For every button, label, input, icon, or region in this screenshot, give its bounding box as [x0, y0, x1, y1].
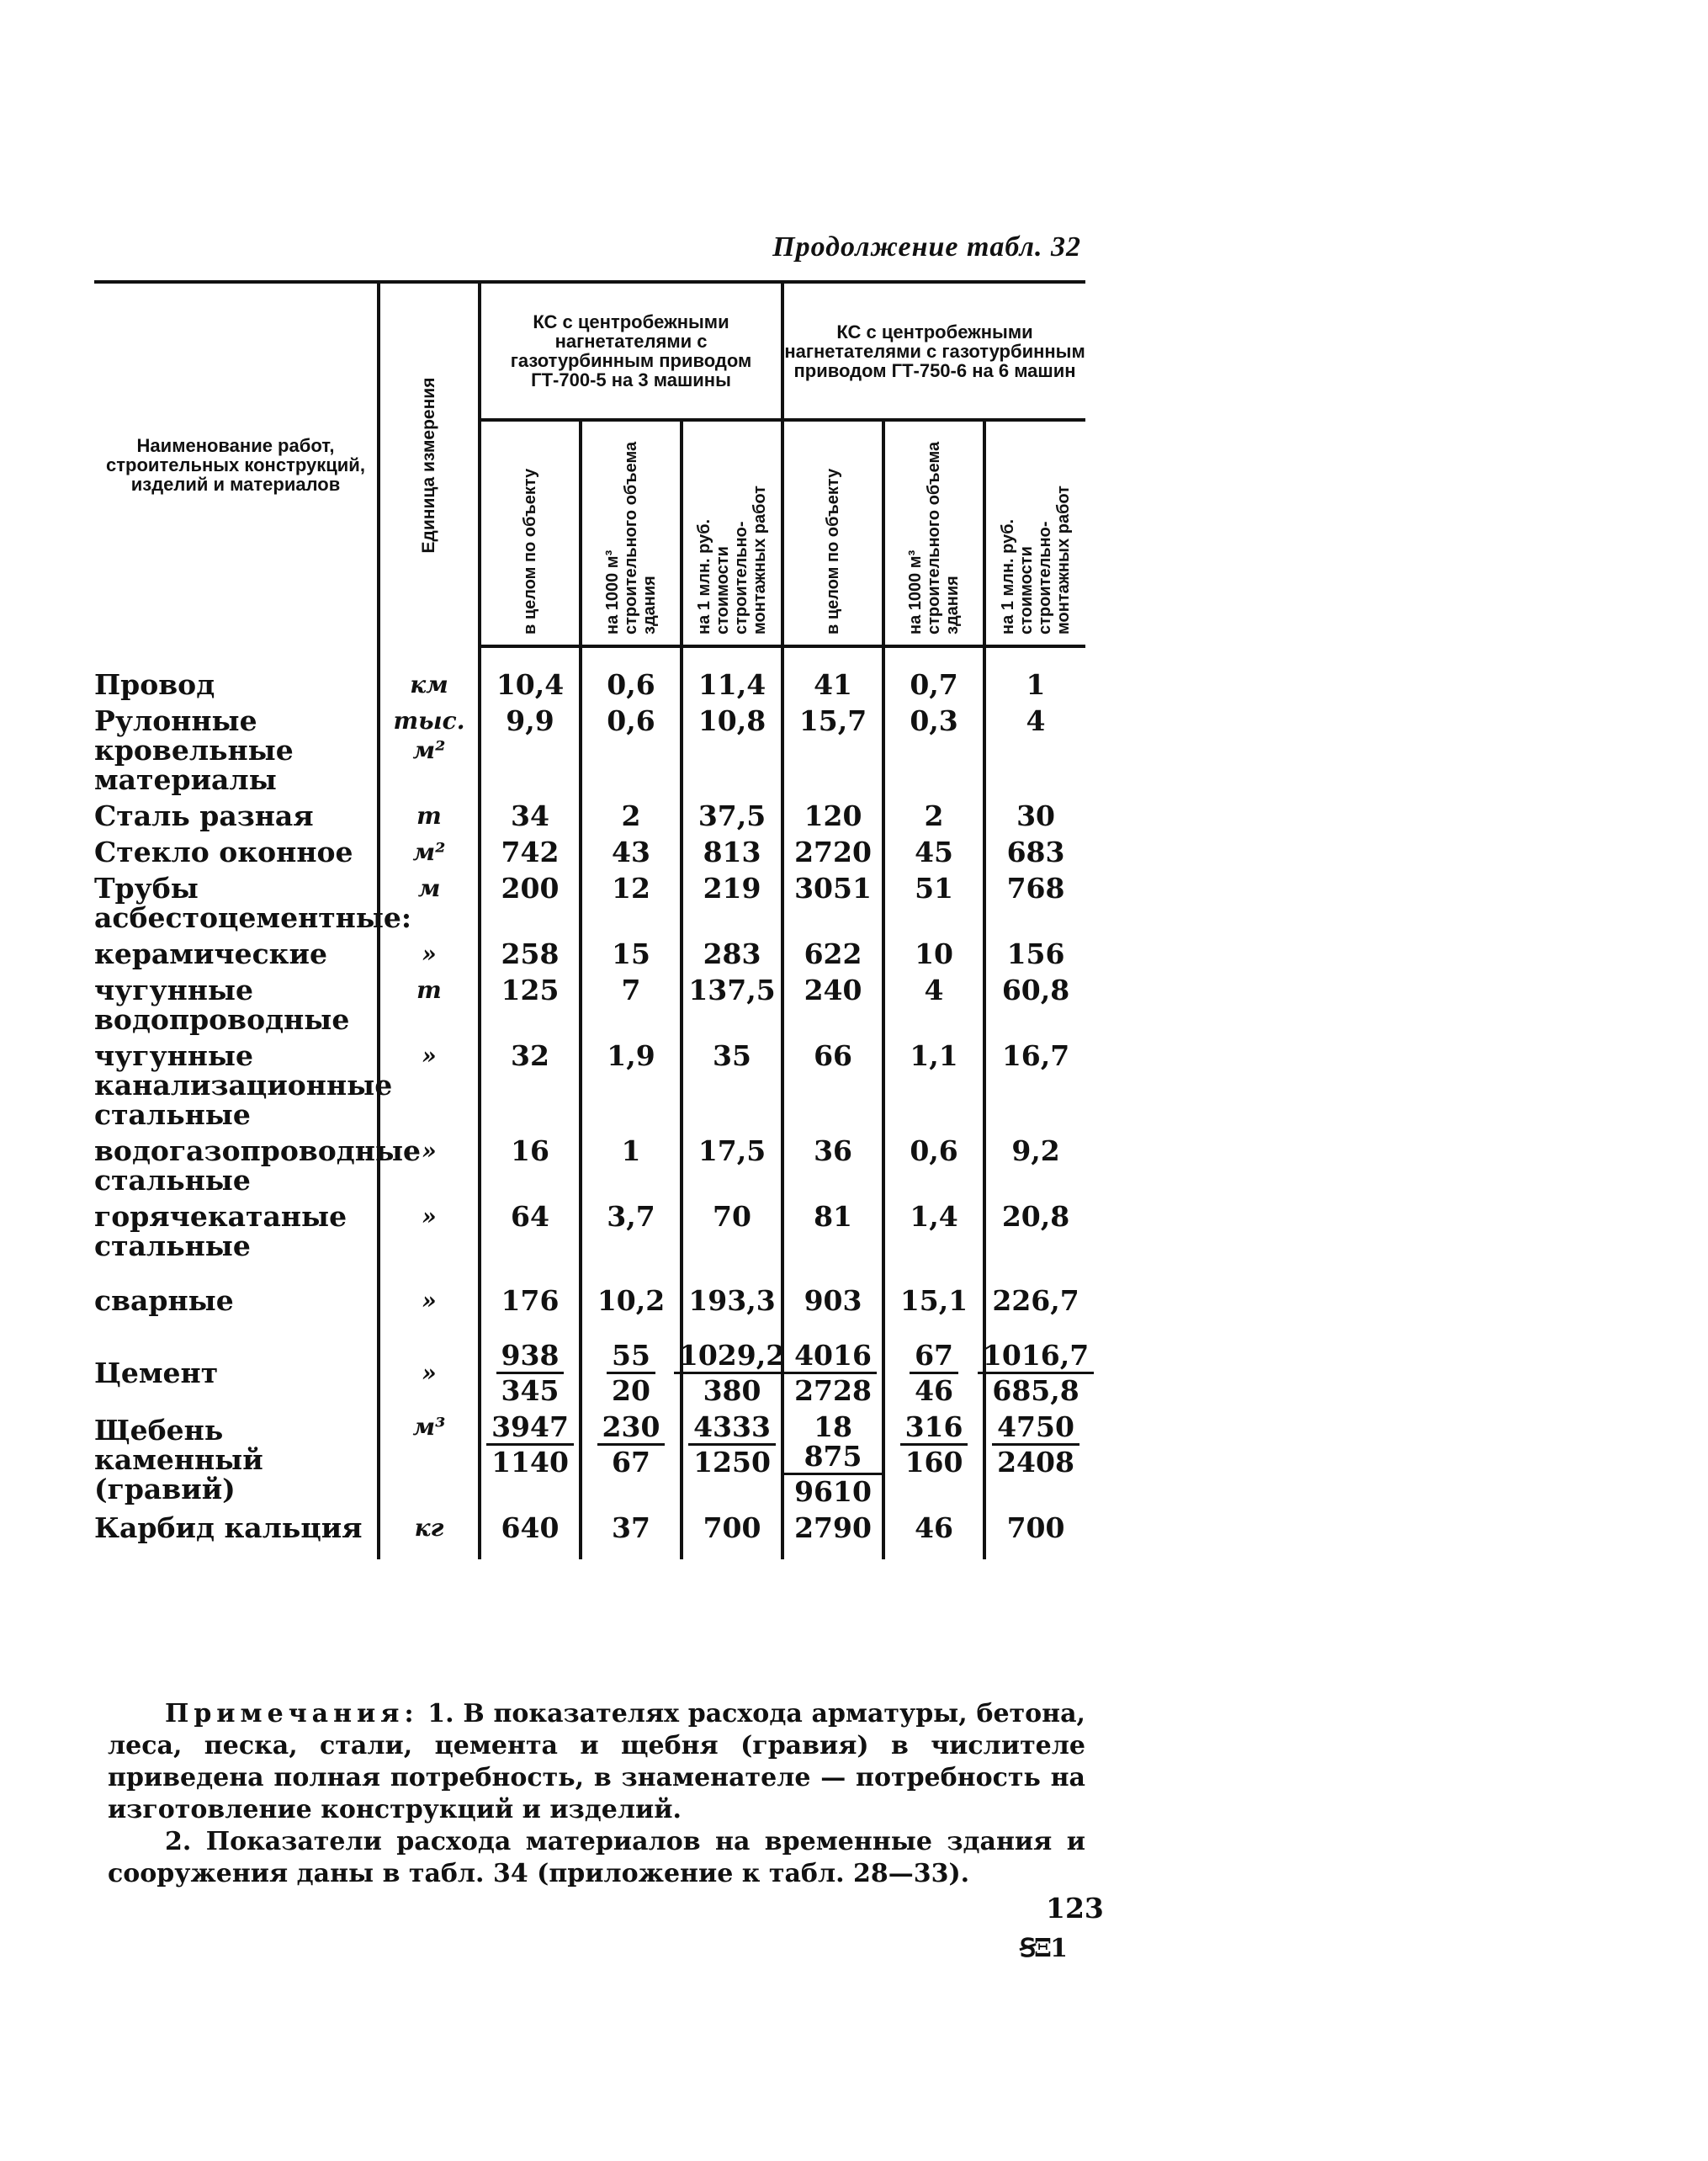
row-name: Провод	[94, 668, 215, 701]
cell: 1	[984, 666, 1085, 703]
denominator: 2408	[997, 1446, 1074, 1479]
cell: 622	[782, 936, 883, 972]
cell: 30	[984, 798, 1085, 834]
row-unit: м²	[379, 834, 480, 870]
cell: 683	[984, 834, 1085, 870]
cell: 16	[480, 1133, 581, 1198]
header-subcol-label: в целом по объекту	[521, 468, 539, 634]
cell: 176	[480, 1282, 581, 1319]
cell: 10,4	[480, 666, 581, 703]
cell: 17,5	[682, 1133, 782, 1198]
row-unit: »	[379, 1337, 480, 1409]
fraction-cell	[782, 1409, 883, 1510]
row-name: Сталь разная	[94, 799, 314, 832]
row-unit: т	[379, 972, 480, 1038]
denominator: 380	[703, 1374, 761, 1407]
cell: 15	[581, 936, 682, 972]
row-unit: км	[379, 666, 480, 703]
row-unit: »	[379, 1282, 480, 1319]
cell: 41	[782, 666, 883, 703]
header-subcol-label: на 1000 м³ строительного объема здания	[603, 441, 659, 634]
table-row	[94, 666, 1085, 703]
note-1	[108, 1698, 1085, 1826]
cell: 10,2	[581, 1282, 682, 1319]
numerator: 67	[910, 1341, 958, 1374]
row-name: Карбид кальция	[94, 1511, 363, 1544]
header-subcol	[682, 420, 782, 646]
cell: 2	[581, 798, 682, 834]
fraction-cell	[581, 1409, 682, 1510]
row-name: Трубы асбестоцементные:	[94, 872, 412, 934]
cell: 742	[480, 834, 581, 870]
header-subcol-label: на 1000 м³ строительного объема здания	[906, 441, 963, 634]
row-name: керамические	[94, 937, 327, 970]
cell: 3051	[782, 870, 883, 936]
cell: 70	[682, 1198, 782, 1264]
table-row	[94, 1510, 1085, 1559]
header-subcol-label: на 1 млн. руб. стоимости строительно-монтажных работ	[695, 485, 770, 634]
cell: 137,5	[682, 972, 782, 1038]
cell: 813	[682, 834, 782, 870]
cell: 37,5	[682, 798, 782, 834]
numerator: 1029,2	[674, 1341, 790, 1374]
numerator: 4750	[992, 1412, 1079, 1446]
table-row-fraction	[94, 1409, 1085, 1510]
cell: 0,3	[883, 703, 984, 798]
cell: 903	[782, 1282, 883, 1319]
cell: 768	[984, 870, 1085, 936]
cell: 4	[883, 972, 984, 1038]
header-subcol	[883, 420, 984, 646]
denominator: 345	[501, 1374, 560, 1407]
cell: 0,7	[883, 666, 984, 703]
denominator: 2728	[794, 1374, 872, 1407]
cell: 66	[782, 1038, 883, 1133]
cell: 45	[883, 834, 984, 870]
table-row	[94, 1198, 1085, 1264]
denominator: 9610	[794, 1475, 872, 1508]
row-unit: »	[379, 936, 480, 972]
denominator: 685,8	[992, 1374, 1079, 1407]
page-number: 123	[1046, 1892, 1104, 1925]
row-unit: »	[379, 1133, 480, 1198]
header-name-column: Наименование работ, строительных конструкций, изделий и материалов	[94, 282, 379, 646]
cell: 81	[782, 1198, 883, 1264]
cell: 219	[682, 870, 782, 936]
row-unit: кг	[379, 1510, 480, 1559]
cell: 3,7	[581, 1198, 682, 1264]
denominator: 67	[612, 1446, 650, 1479]
denominator: 160	[904, 1446, 963, 1479]
cell: 0,6	[581, 666, 682, 703]
page-mark: ꞨΞ1	[1020, 1934, 1067, 1963]
cell: 125	[480, 972, 581, 1038]
cell: 51	[883, 870, 984, 936]
numerator: 938	[496, 1341, 565, 1374]
row-unit: »	[379, 1038, 480, 1133]
table-row-fraction	[94, 1337, 1085, 1409]
row-name: Стекло оконное	[94, 836, 353, 868]
fraction-cell	[883, 1337, 984, 1409]
cell: 700	[682, 1510, 782, 1559]
cell: 283	[682, 936, 782, 972]
row-name: сварные	[94, 1284, 234, 1317]
row-name: Рулонные кровельные материалы	[94, 704, 294, 796]
table-row	[94, 703, 1085, 798]
row-name: чугунные водопроводные	[94, 974, 350, 1036]
fraction-cell	[682, 1409, 782, 1510]
table-row	[94, 1133, 1085, 1198]
cell: 640	[480, 1510, 581, 1559]
cell: 9,2	[984, 1133, 1085, 1198]
cell: 2720	[782, 834, 883, 870]
cell: 120	[782, 798, 883, 834]
header-subcol	[782, 420, 883, 646]
table-caption: Продолжение табл. 32	[772, 231, 1081, 263]
table-row	[94, 936, 1085, 972]
row-name: водогазопроводные стальные	[94, 1134, 422, 1197]
row-unit: м	[379, 870, 480, 936]
denominator: 20	[612, 1374, 650, 1407]
numerator: 18 875	[784, 1412, 882, 1475]
cell: 2790	[782, 1510, 883, 1559]
cell: 1,9	[581, 1038, 682, 1133]
cell: 11,4	[682, 666, 782, 703]
cell: 10,8	[682, 703, 782, 798]
table-row	[94, 1038, 1085, 1133]
denominator: 1250	[693, 1446, 771, 1479]
cell: 46	[883, 1510, 984, 1559]
cell: 12	[581, 870, 682, 936]
notes	[108, 1698, 1085, 1890]
header-subcol	[984, 420, 1085, 646]
cell: 200	[480, 870, 581, 936]
numerator: 230	[597, 1412, 666, 1446]
cell: 1	[581, 1133, 682, 1198]
numerator: 4016	[789, 1341, 877, 1374]
row-unit: т	[379, 798, 480, 834]
numerator: 316	[900, 1412, 968, 1446]
cell: 0,6	[883, 1133, 984, 1198]
numerator: 1016,7	[978, 1341, 1094, 1374]
cell: 258	[480, 936, 581, 972]
cell: 10	[883, 936, 984, 972]
cell: 240	[782, 972, 883, 1038]
cell: 36	[782, 1133, 883, 1198]
table-row	[94, 834, 1085, 870]
cell: 35	[682, 1038, 782, 1133]
fraction-cell	[982, 1337, 1090, 1409]
cell: 156	[984, 936, 1085, 972]
denominator: 1140	[491, 1446, 569, 1479]
numerator: 3947	[486, 1412, 574, 1446]
cell: 700	[984, 1510, 1085, 1559]
numerator: 55	[607, 1341, 655, 1374]
row-name: горячекатаные стальные	[94, 1200, 347, 1262]
table-row	[94, 870, 1085, 936]
numerator: 4333	[688, 1412, 776, 1446]
materials-table	[94, 280, 1090, 1559]
cell: 193,3	[682, 1282, 782, 1319]
cell: 43	[581, 834, 682, 870]
note-1-text: 1. В показателях расхода арматуры, бетона, леса, песка, стали, цемента и щебня (гравия) в числителе приведена полная потребность, в знаменателе — потребность на изготовление конструкций и изделий.	[108, 1699, 1085, 1824]
denominator: 46	[915, 1374, 953, 1407]
header-subcol-label: на 1 млн. руб. стоимости строительно-монтажных работ	[999, 485, 1074, 634]
row-unit: »	[379, 1198, 480, 1264]
cell: 4	[984, 703, 1085, 798]
header-group-gt750: КС с центробежными нагнетателями с газотурбинным приводом ГТ-750-6 на 6 машин	[782, 282, 1085, 420]
row-name: Щебень каменный (гравий)	[94, 1413, 263, 1505]
header-group-gt700: КС с центробежными нагнетателями с газотурбинным приводом ГТ-700-5 на 3 машины	[480, 282, 782, 420]
cell: 9,9	[480, 703, 581, 798]
row-name: чугунные канализационные стальные	[94, 1039, 393, 1131]
cell: 32	[480, 1038, 581, 1133]
fraction-cell	[581, 1337, 682, 1409]
fraction-cell	[984, 1409, 1085, 1510]
cell: 0,6	[581, 703, 682, 798]
cell: 1,4	[883, 1198, 984, 1264]
cell: 20,8	[984, 1198, 1085, 1264]
fraction-cell	[480, 1337, 581, 1409]
cell: 2	[883, 798, 984, 834]
fraction-cell	[782, 1337, 883, 1409]
cell: 15,1	[883, 1282, 984, 1319]
cell: 37	[581, 1510, 682, 1559]
cell: 15,7	[782, 703, 883, 798]
header-subcol	[581, 420, 682, 646]
fraction-cell	[883, 1409, 984, 1510]
cell: 1,1	[883, 1038, 984, 1133]
table-row	[94, 798, 1085, 834]
cell: 7	[581, 972, 682, 1038]
cell: 34	[480, 798, 581, 834]
notes-label: Примечания:	[165, 1699, 419, 1728]
header-unit-label: Единица измерения	[419, 377, 438, 553]
note-2: 2. Показатели расхода материалов на временные здания и сооружения даны в табл. 34 (приложение к табл. 28—33).	[108, 1827, 1085, 1888]
row-unit: тыс. м²	[379, 703, 480, 798]
row-name: Цемент	[94, 1357, 219, 1389]
cell: 226,7	[984, 1282, 1085, 1319]
fraction-cell	[480, 1409, 581, 1510]
cell: 60,8	[984, 972, 1085, 1038]
fraction-cell	[678, 1337, 786, 1409]
row-unit: м³	[379, 1409, 480, 1510]
header-unit-column	[379, 282, 480, 646]
table-row	[94, 972, 1085, 1038]
cell: 64	[480, 1198, 581, 1264]
header-subcol-label: в целом по объекту	[824, 468, 843, 634]
header-subcol	[480, 420, 581, 646]
table-row	[94, 1282, 1085, 1319]
cell: 16,7	[984, 1038, 1085, 1133]
